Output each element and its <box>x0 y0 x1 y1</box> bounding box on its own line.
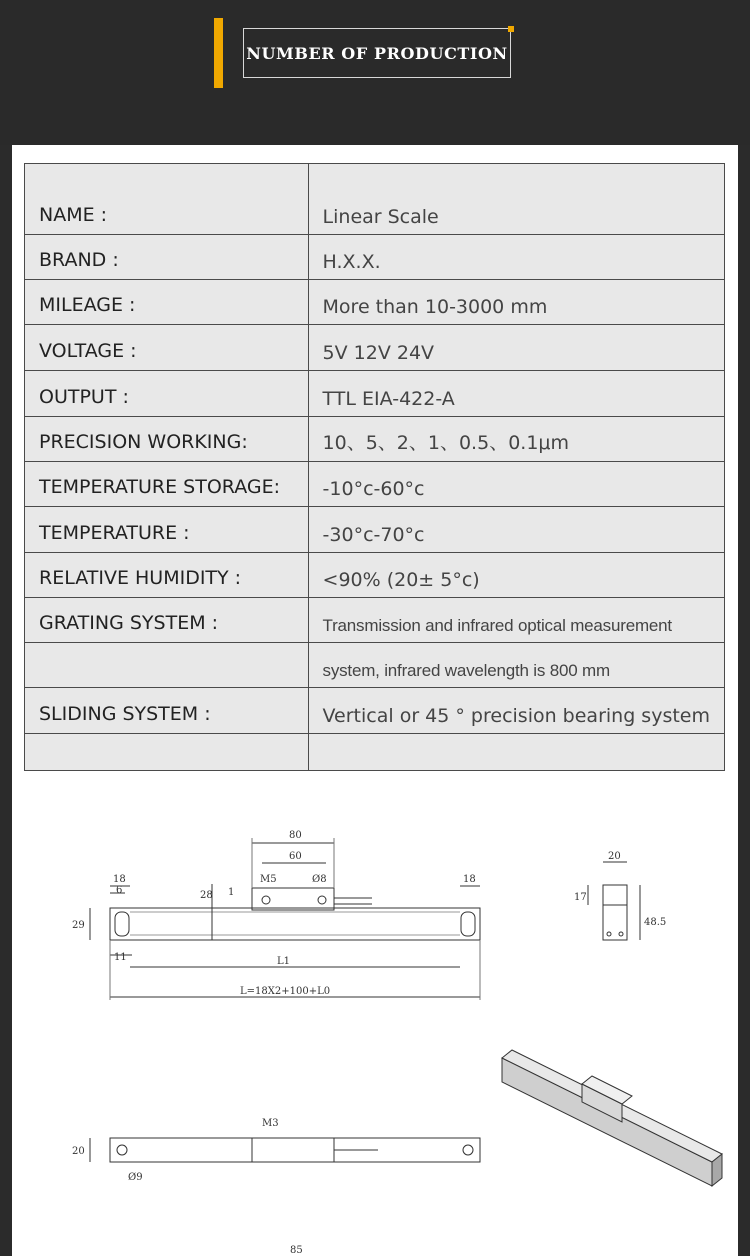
scale-body-iso <box>502 1058 712 1186</box>
spec-value: Transmission and infrared optical measurement <box>308 598 724 643</box>
spec-label: OUTPUT : <box>25 371 309 417</box>
dim-label: M5 <box>260 874 277 885</box>
dim-label: 60 <box>289 851 302 862</box>
spec-value: Vertical or 45 ° precision bearing system <box>308 688 724 734</box>
spec-value: H.X.X. <box>308 235 724 280</box>
spec-value: system, infrared wavelength is 800 mm <box>308 643 724 688</box>
spec-value: Linear Scale <box>308 164 724 235</box>
dim-label: 28 <box>200 890 213 901</box>
spec-label: VOLTAGE : <box>25 325 309 371</box>
dim-label: 20 <box>608 851 621 862</box>
dim-label: 17 <box>574 892 587 903</box>
spec-label: TEMPERATURE : <box>25 507 309 553</box>
mount-slot-left <box>115 912 129 936</box>
read-head <box>252 888 334 910</box>
dim-label: L=18X2+100+L0 <box>240 986 331 997</box>
spec-label: BRAND : <box>25 235 309 280</box>
spec-label: GRATING SYSTEM : <box>25 598 309 643</box>
spec-label: MILEAGE : <box>25 280 309 325</box>
spec-value: More than 10-3000 mm <box>308 280 724 325</box>
dim-label: 6 <box>116 885 123 896</box>
dim-label: 11 <box>114 952 127 963</box>
dim-label: 1 <box>228 887 235 898</box>
dim-label: 48.5 <box>644 917 667 928</box>
spec-label: PRECISION WORKING: <box>25 417 309 462</box>
dim-label: 85 <box>290 1245 303 1256</box>
dim-label: 20 <box>72 1146 85 1157</box>
section-title: NUMBER OF PRODUCTION <box>243 28 511 78</box>
dim-label: 80 <box>289 830 302 841</box>
spec-label: SLIDING SYSTEM : <box>25 688 309 734</box>
spec-value: -30°c-70°c <box>308 507 724 553</box>
scale-body-bottom <box>110 1138 480 1162</box>
dim-label: Ø8 <box>312 874 327 885</box>
dim-label: 18 <box>463 874 476 885</box>
dim-label: M3 <box>262 1118 279 1129</box>
mount-slot-right <box>461 912 475 936</box>
spec-label: NAME : <box>25 164 309 235</box>
spec-value: 5V 12V 24V <box>308 325 724 371</box>
spec-value: 10、5、2、1、0.5、0.1μm <box>308 417 724 462</box>
spec-value: <90% (20± 5°c) <box>308 553 724 598</box>
dim-label: 18 <box>113 874 126 885</box>
scale-body-side <box>603 885 627 940</box>
dim-label: L1 <box>277 956 291 967</box>
dim-label: 29 <box>72 920 85 931</box>
dim-label: Ø9 <box>128 1172 143 1183</box>
spec-label: TEMPERATURE STORAGE: <box>25 462 309 507</box>
spec-value: TTL EIA-422-A <box>308 371 724 417</box>
spec-value: -10°c-60°c <box>308 462 724 507</box>
spec-label: RELATIVE HUMIDITY : <box>25 553 309 598</box>
